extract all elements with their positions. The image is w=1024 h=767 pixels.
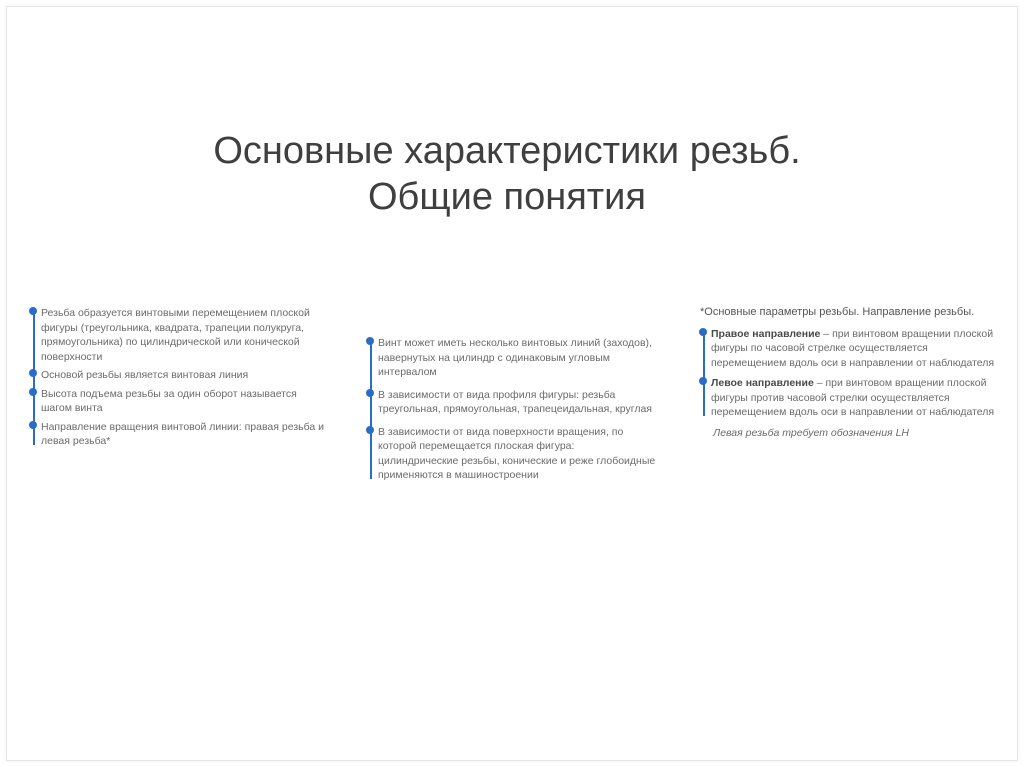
bullet-dot-icon xyxy=(29,307,37,315)
list-item-text: В зависимости от вида поверхности вращения, по которой перемещается плоская фигура: цилиндрические резьбы, конические и реже глобоидные применяются в машиностроении xyxy=(378,425,656,481)
list-item-text: Резьба образуется винтовыми перемещением плоской фигуры (треугольника, квадрата, трапеции полукруга, прямоугольника) по цилиндрической или конической поверхности xyxy=(41,307,310,363)
middle-column xyxy=(367,336,657,491)
term-left-direction: Левое направление xyxy=(711,377,814,389)
bullet-dot-icon xyxy=(366,337,374,345)
term-definition: – при винтовом вращении плоской фигуры по часовой стрелке осуществляется перемещением вдоль оси в направлении от наблюдателя xyxy=(711,327,995,369)
list-item xyxy=(41,368,330,383)
slide-title-line-2: Общие понятия xyxy=(368,176,646,218)
middle-timeline xyxy=(367,336,657,483)
list-item-text: В зависимости от вида профиля фигуры: резьба треугольная, прямоугольная, трапецеидальная, круглая xyxy=(378,388,652,415)
list-item xyxy=(41,306,330,364)
left-column xyxy=(30,306,330,453)
term-right-direction: Правое направление xyxy=(711,327,821,340)
list-item-text: Высота подъема резьбы за один оборот называется шагом винта xyxy=(41,387,297,414)
right-column-header: *Основные параметры резьбы. Направление резьбы. xyxy=(700,306,975,318)
list-item xyxy=(711,327,1000,371)
left-timeline xyxy=(30,306,330,449)
list-item xyxy=(378,388,657,417)
slide-title xyxy=(0,128,1014,220)
list-item xyxy=(378,425,657,483)
slide-title-line-1: Основные характеристики резьб. xyxy=(213,130,801,172)
term-definition: – при винтовом вращении плоской фигуры против часовой стрелки осуществляется перемещением вдоль оси в направлении от наблюдателя xyxy=(711,377,995,418)
right-timeline xyxy=(700,327,1000,420)
bullet-dot-icon xyxy=(699,377,707,385)
lh-note: Левая резьба требует обозначения LH xyxy=(713,426,910,439)
list-item xyxy=(711,376,1000,420)
bullet-dot-icon xyxy=(29,388,37,396)
right-column xyxy=(700,305,1000,440)
list-item xyxy=(41,387,330,416)
bullet-dot-icon xyxy=(366,389,374,397)
list-item xyxy=(41,420,330,449)
bullet-dot-icon xyxy=(29,369,37,377)
list-item-text: Направление вращения винтовой линии: правая резьба и левая резьба* xyxy=(41,420,325,447)
bullet-dot-icon xyxy=(29,421,37,429)
list-item-text: Винт может иметь несколько винтовых линий (заходов), навернутых на цилиндр с одинаковым угловым интервалом xyxy=(378,337,652,378)
bullet-dot-icon xyxy=(366,426,374,434)
list-item xyxy=(378,336,657,380)
bullet-dot-icon xyxy=(699,328,707,336)
list-item-text: Основой резьбы является винтовая линия xyxy=(41,369,249,381)
